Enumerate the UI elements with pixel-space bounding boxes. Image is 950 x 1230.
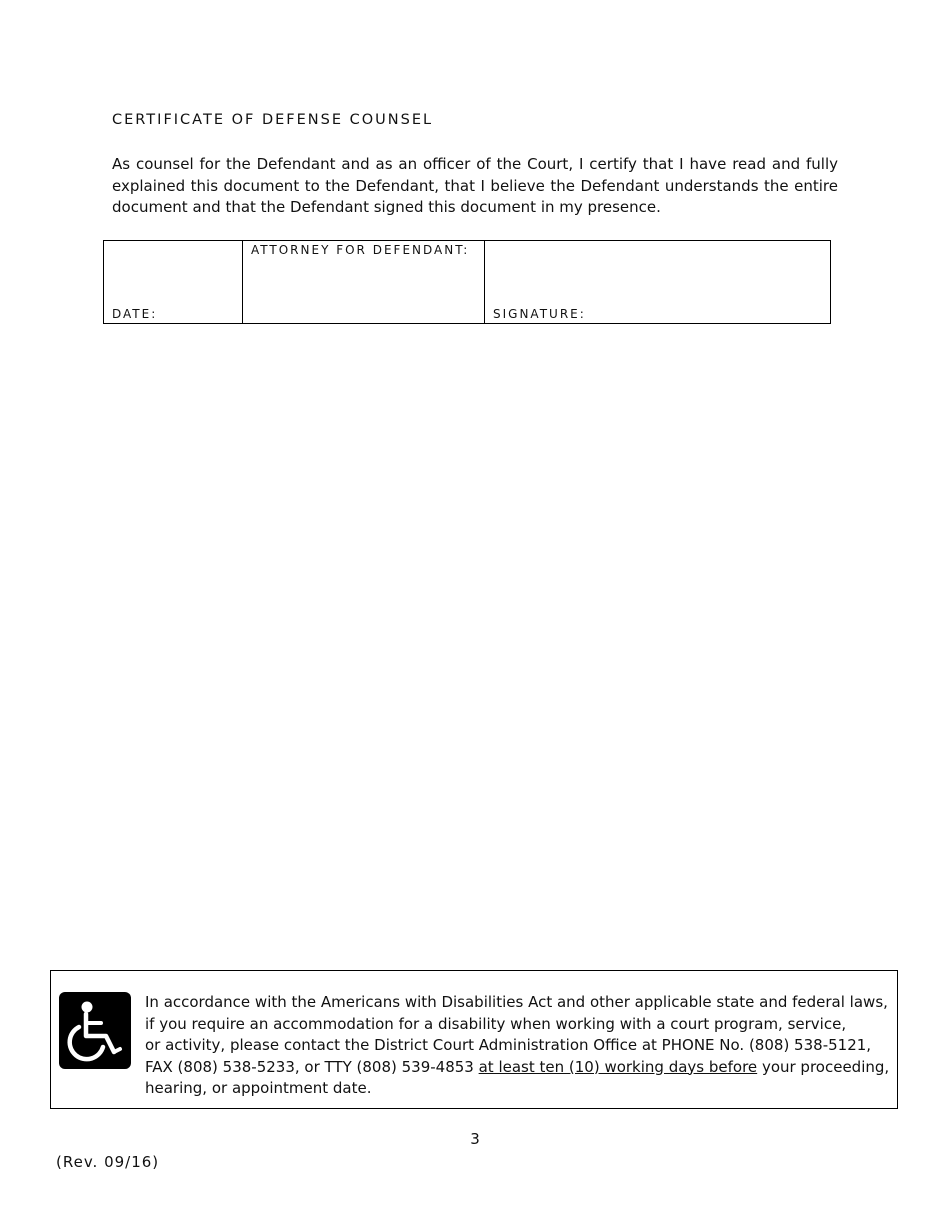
ada-notice-line: In accordance with the Americans with Disabilities Act and other applicable state and federal laws, xyxy=(145,993,888,1011)
ada-notice-line: hearing, or appointment date. xyxy=(145,1079,372,1097)
attorney-label: ATTORNEY FOR DEFENDANT: xyxy=(251,243,470,257)
contact-numbers: FAX (808) 538-5233, or TTY (808) 539-4853 xyxy=(145,1057,479,1076)
deadline-emphasis: at least ten (10) working days before xyxy=(478,1057,758,1076)
wheelchair-accessibility-icon xyxy=(59,992,131,1069)
certificate-paragraph: As counsel for the Defendant and as an officer of the Court, I certify that I have read and fully explained this document to the Defendant, that I believe the Defendant understands the entire document and that the Defendant signed this document in my presence. xyxy=(112,155,838,216)
revision-date: (Rev. 09/16) xyxy=(56,1153,160,1171)
page-number: 3 xyxy=(470,1130,480,1148)
certificate-heading: CERTIFICATE OF DEFENSE COUNSEL xyxy=(112,112,434,128)
ada-notice-line-end: your proceeding, xyxy=(757,1057,890,1076)
ada-notice-box xyxy=(50,970,898,1109)
date-label: DATE: xyxy=(112,307,158,321)
ada-notice-line: if you require an accommodation for a disability when working with a court program, service, xyxy=(145,1014,847,1033)
signature-label: SIGNATURE: xyxy=(493,307,586,321)
attorney-field[interactable] xyxy=(243,241,485,324)
signature-field[interactable] xyxy=(485,241,831,324)
ada-notice-line xyxy=(145,1057,905,1079)
ada-notice-text xyxy=(145,992,905,1100)
signature-table xyxy=(103,240,831,324)
date-field[interactable] xyxy=(104,241,243,324)
ada-notice-line: or activity, please contact the District Court Administration Office at PHONE No. (808) 538-5121, xyxy=(145,1036,872,1054)
